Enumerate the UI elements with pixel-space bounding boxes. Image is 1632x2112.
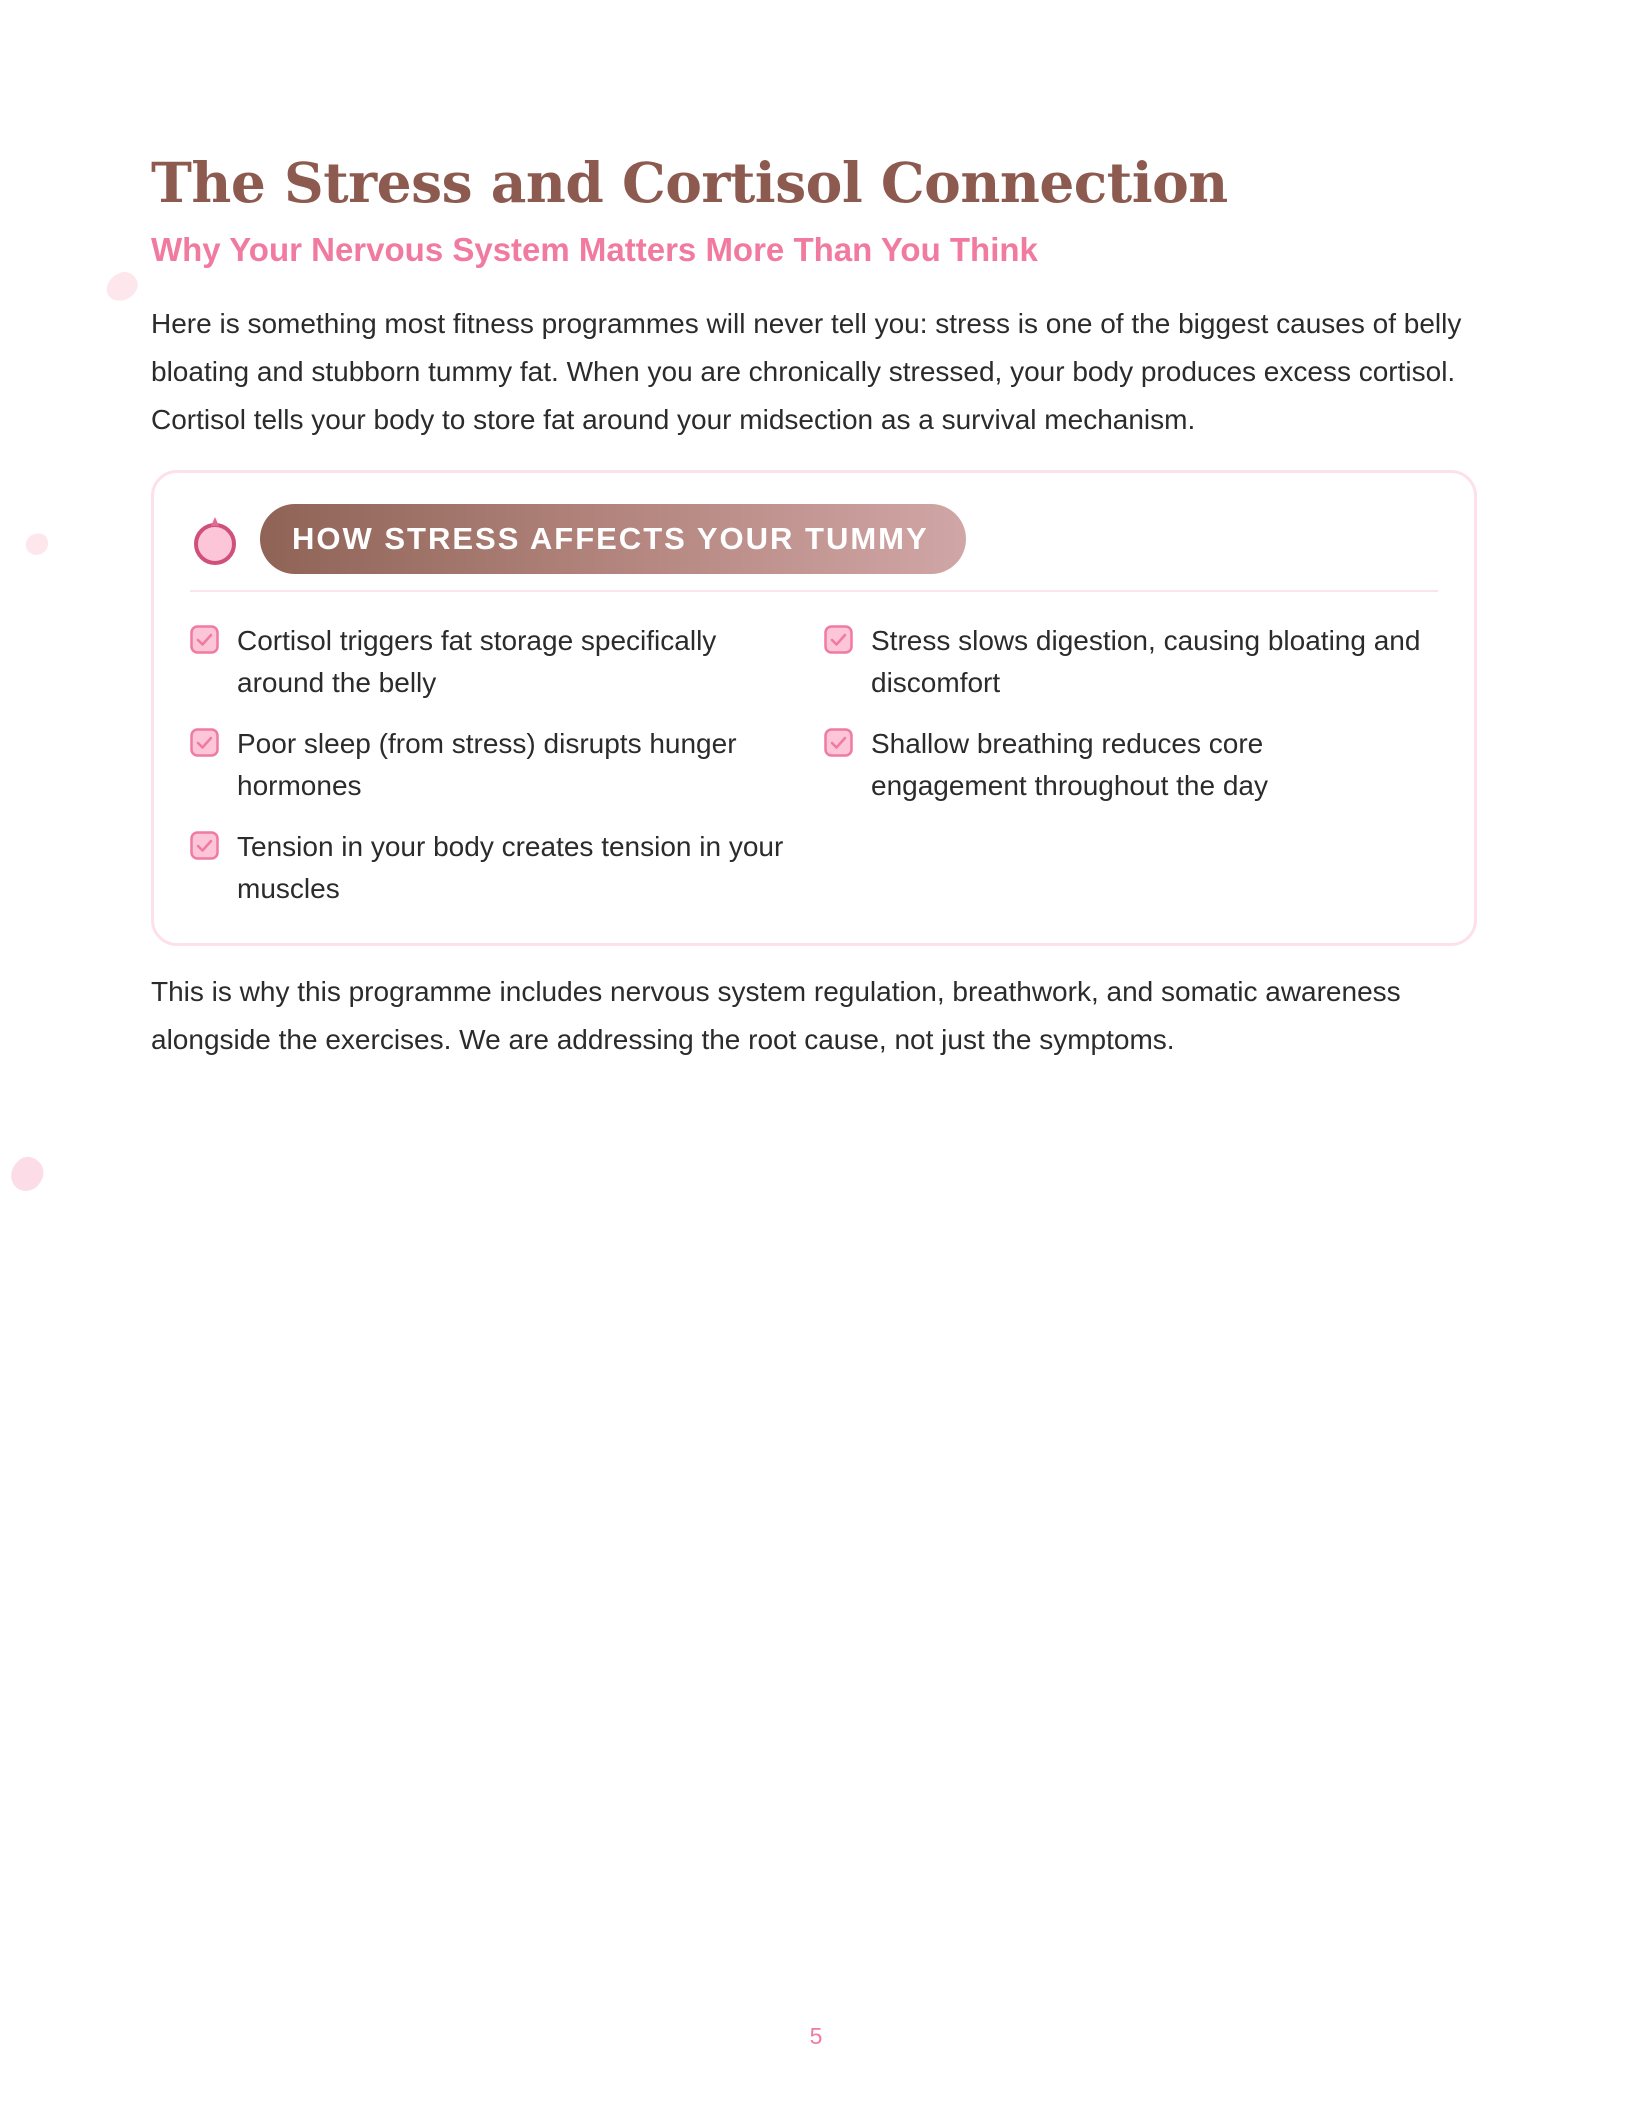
list-item (190, 620, 790, 704)
decorative-petal (24, 531, 51, 558)
list-item-text: Cortisol triggers fat storage specifically around the belly (237, 625, 717, 698)
card-title-pill (260, 504, 966, 574)
page-title: The Stress and Cortisol Connection (151, 150, 1228, 215)
stress-effects-card (151, 470, 1477, 946)
list-item (190, 723, 790, 807)
decorative-petal (4, 1151, 50, 1197)
checkbox-checked-icon (824, 728, 853, 757)
page-subtitle: Why Your Nervous System Matters More Than You Think (151, 231, 1038, 268)
list-item-text: Stress slows digestion, causing bloating and discomfort (871, 625, 1421, 698)
checkbox-checked-icon (190, 831, 219, 860)
checkbox-checked-icon (824, 625, 853, 654)
page-content (151, 150, 1481, 1064)
intro-paragraph: Here is something most fitness programmes will never tell you: stress is one of the biggest causes of belly bloating and stubborn tummy fat. When you are chronically stressed, your body produces excess cortisol. Cortisol tells your body to store fat around your midsection as a survival mechanism. (151, 308, 1462, 435)
list-item (824, 620, 1424, 704)
list-item (824, 723, 1424, 807)
page-number: 5 (809, 2023, 823, 2049)
list-item-text: Shallow breathing reduces core engagement throughout the day (871, 728, 1268, 801)
card-divider (190, 590, 1438, 592)
list-item-text: Tension in your body creates tension in your muscles (237, 831, 784, 904)
card-title: HOW STRESS AFFECTS YOUR TUMMY (292, 521, 929, 556)
water-drop-icon (190, 509, 240, 569)
checkbox-checked-icon (190, 625, 219, 654)
list-item-text: Poor sleep (from stress) disrupts hunger hormones (237, 728, 737, 801)
decorative-petal (102, 268, 141, 304)
outro-paragraph: This is why this programme includes nervous system regulation, breathwork, and somatic awareness alongside the exercises. We are addressing the root cause, not just the symptoms. (151, 976, 1401, 1055)
checkbox-checked-icon (190, 728, 219, 757)
list-item (190, 826, 790, 910)
card-header (190, 504, 966, 574)
